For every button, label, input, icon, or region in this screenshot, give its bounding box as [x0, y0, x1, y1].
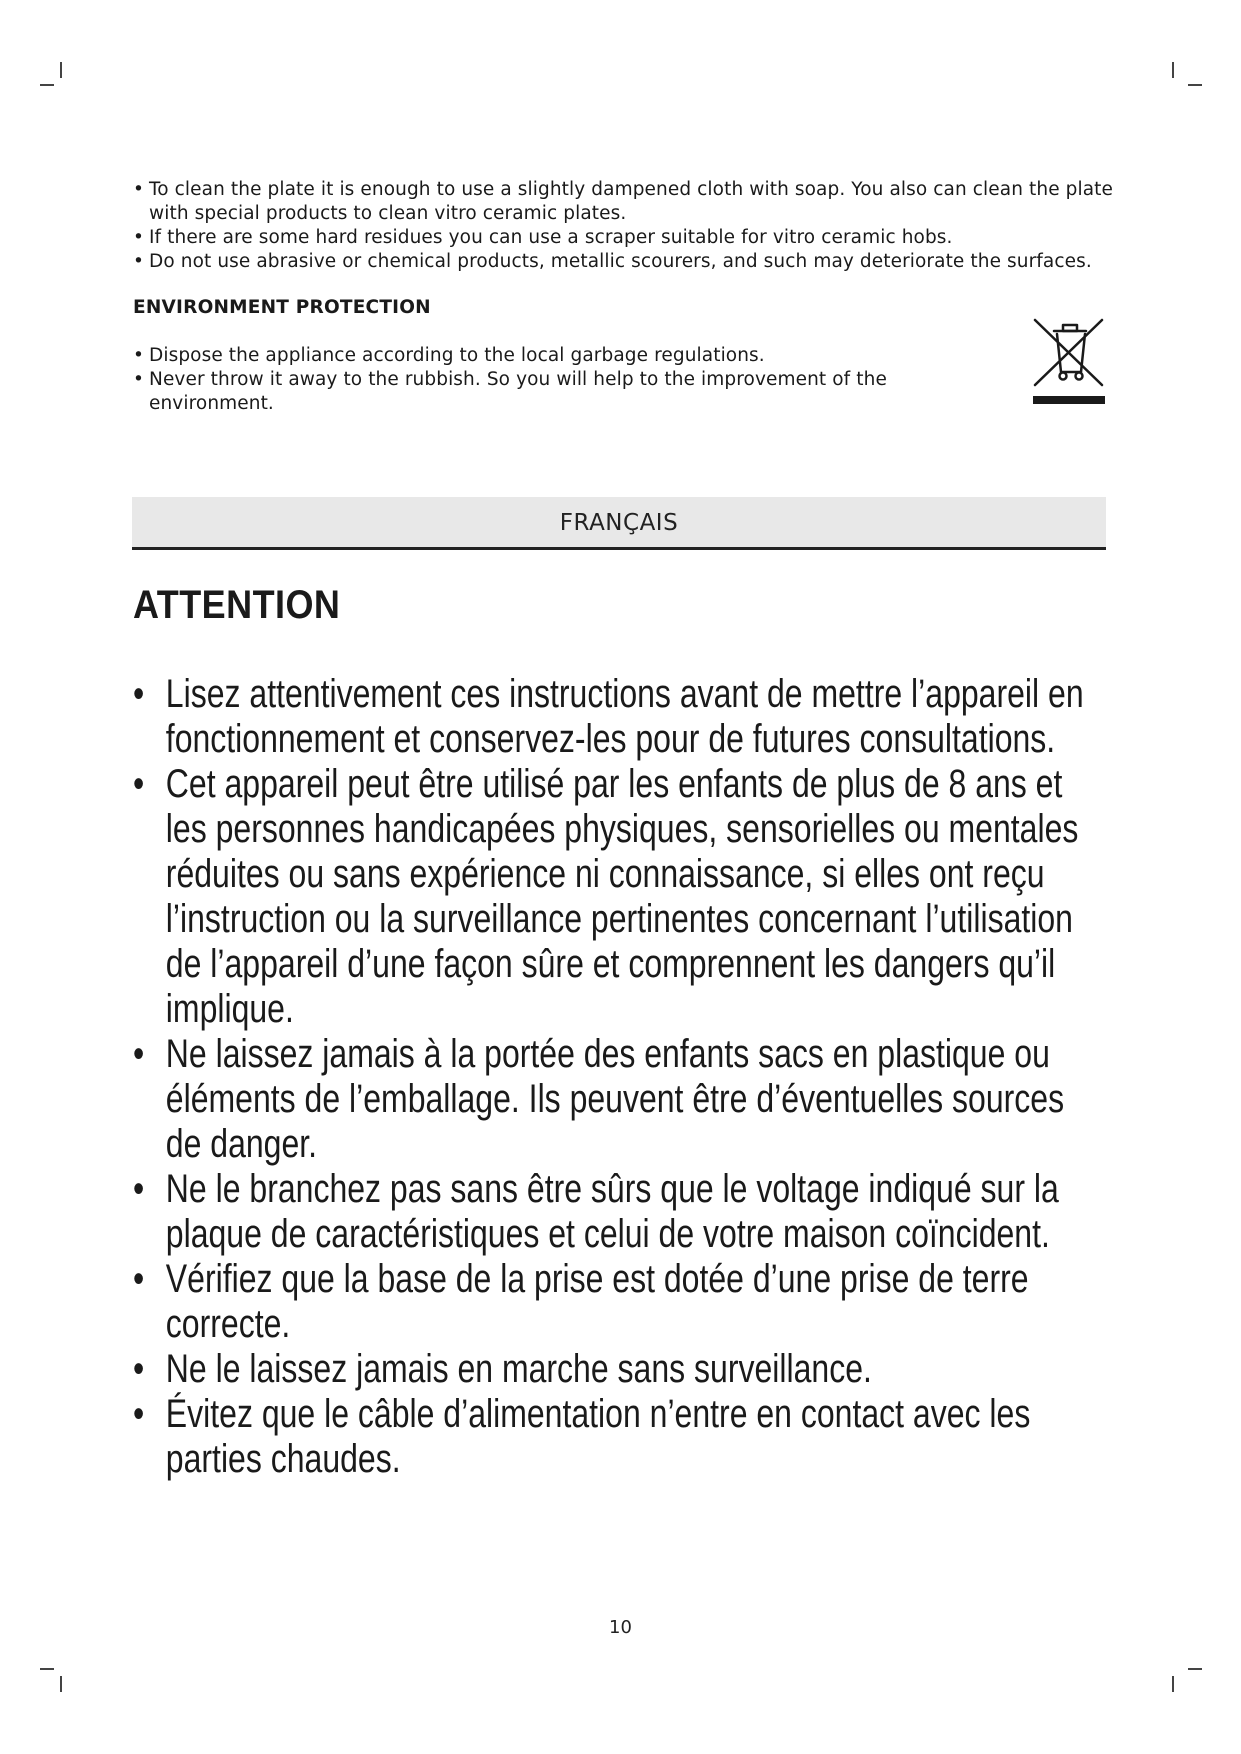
list-item: [133, 762, 1105, 1032]
crop-mark-bottom-right: [1188, 1668, 1202, 1670]
list-item-text: Lisez attentivement ces instructions avant de mettre l’appareil en fonctionnement et conservez-les pour de futures consultations.: [165, 672, 1084, 761]
crop-mark-top-right: [1172, 62, 1174, 78]
list-item-text: Ne laissez jamais à la portée des enfants sacs en plastique ou éléments de l’emballage. Ils peuvent être d’éventuelles sources de danger.: [165, 1032, 1065, 1166]
crop-mark-top-left: [60, 62, 62, 78]
list-item: [133, 1347, 1105, 1392]
bullet: •: [133, 179, 145, 200]
list-item: [133, 344, 963, 368]
bullet: •: [133, 1257, 145, 1301]
list-item-text: Ne le laissez jamais en marche sans surveillance.: [165, 1347, 872, 1391]
bullet: •: [133, 1347, 145, 1391]
bullet: •: [133, 1167, 145, 1211]
cleaning-instructions-list: [133, 178, 1123, 274]
environment-protection-heading: ENVIRONMENT PROTECTION: [133, 297, 431, 318]
page-number: 10: [609, 1617, 632, 1638]
language-header: FRANÇAIS: [132, 497, 1106, 550]
list-item-text: Do not use abrasive or chemical products, metallic scourers, and such may deteriorate the surfaces.: [149, 251, 1092, 272]
list-item: [133, 226, 1123, 250]
list-item: [133, 1392, 1105, 1482]
crop-mark-top-left: [40, 84, 54, 86]
bullet: •: [133, 1032, 145, 1076]
list-item-text: Vérifiez que la base de la prise est dotée d’une prise de terre correcte.: [165, 1257, 1029, 1346]
list-item: [133, 1032, 1105, 1167]
list-item: [133, 672, 1105, 762]
list-item-text: Ne le branchez pas sans être sûrs que le voltage indiqué sur la plaque de caractéristiques et celui de votre maison coïncident.: [165, 1167, 1059, 1256]
crop-mark-top-right: [1188, 84, 1202, 86]
safety-warnings-list: [133, 672, 1105, 1482]
list-item-text: If there are some hard residues you can use a scraper suitable for vitro ceramic hobs.: [149, 227, 953, 248]
list-item-text: Cet appareil peut être utilisé par les enfants de plus de 8 ans et les personnes handicapées physiques, sensorielles ou mentales réduites ou sans expérience ni connaissance, si elles ont reçu l’instruction ou la surveillance pertinentes concernant l’utilisation de l’appareil d’une façon sûre et comprennent les dangers qu’il implique.: [165, 762, 1079, 1031]
bullet: •: [133, 1392, 145, 1436]
list-item: [133, 1167, 1105, 1257]
page-title: ATTENTION: [133, 583, 341, 627]
list-item-text: Never throw it away to the rubbish. So you will help to the improvement of the environment.: [149, 369, 887, 414]
crop-mark-bottom-left: [60, 1676, 62, 1692]
bullet: •: [133, 672, 145, 716]
environment-list: [133, 344, 963, 416]
bullet: •: [133, 345, 145, 366]
bullet: •: [133, 251, 145, 272]
weee-crossed-out-bin-icon: [1030, 316, 1108, 406]
list-item: [133, 368, 963, 416]
bullet: •: [133, 762, 145, 806]
list-item: [133, 250, 1123, 274]
list-item-text: Dispose the appliance according to the local garbage regulations.: [149, 345, 765, 366]
list-item-text: Évitez que le câble d’alimentation n’entre en contact avec les parties chaudes.: [165, 1392, 1031, 1481]
list-item: [133, 1257, 1105, 1347]
crop-mark-bottom-right: [1172, 1676, 1174, 1692]
bullet: •: [133, 227, 145, 248]
crop-mark-bottom-left: [40, 1668, 54, 1670]
list-item-text: To clean the plate it is enough to use a slightly dampened cloth with soap. You also can clean the plate with special products to clean vitro ceramic plates.: [149, 179, 1114, 224]
list-item: [133, 178, 1123, 226]
bullet: •: [133, 369, 145, 390]
